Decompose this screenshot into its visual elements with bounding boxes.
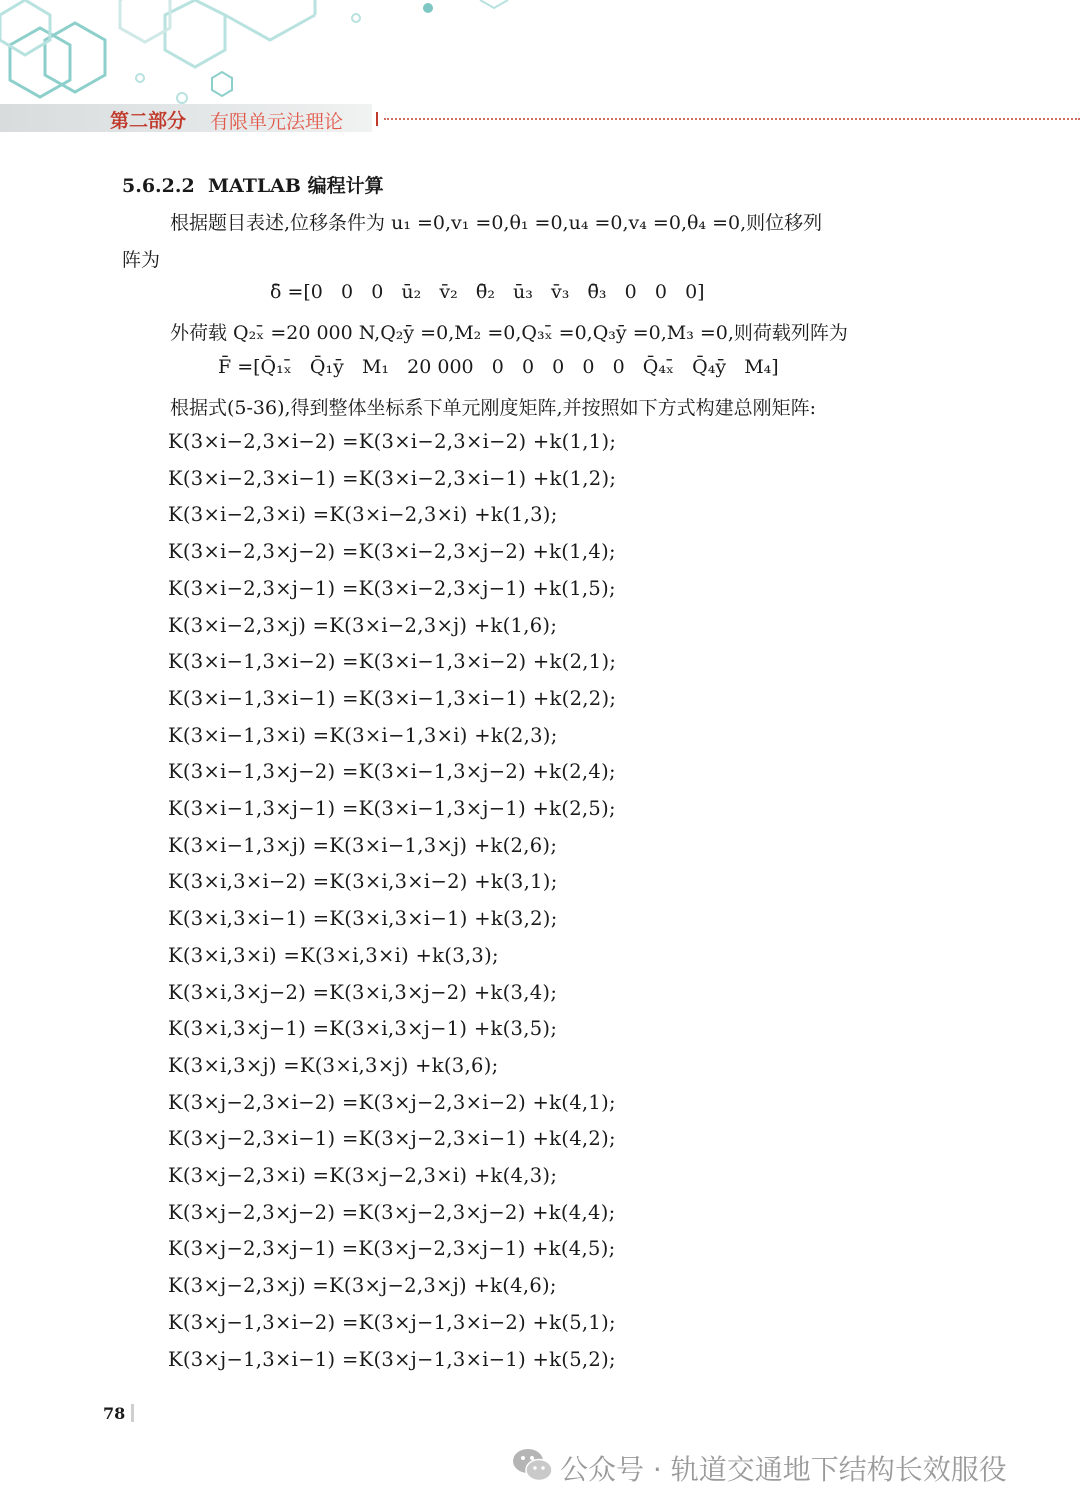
wechat-icon [512, 1446, 554, 1484]
assembly-equation: K(3×i−2,3×j−2) =K(3×i−2,3×j−2) +k(1,4); [168, 540, 616, 564]
paragraph-external-loads: 外荷载 Q₂ₓ̄ =20 000 N,Q₂ȳ =0,M₂ =0,Q₃ₓ̄ =0,Q₃ȳ =0,M₃ =0,则荷载列阵为 [170, 322, 848, 344]
hexagon-decoration [0, 0, 520, 110]
page-number-bar [131, 1404, 134, 1422]
assembly-equation: K(3×i−2,3×i−2) =K(3×i−2,3×i−2) +k(1,1); [168, 430, 617, 453]
assembly-equation: K(3×i−1,3×j−1) =K(3×i−1,3×j−1) +k(2,5); [168, 797, 616, 820]
assembly-equation: K(3×j−2,3×j−1) =K(3×j−2,3×j−1) +k(4,5); [168, 1237, 616, 1261]
part-label: 第二部分 [110, 110, 187, 132]
assembly-equation: K(3×i−2,3×j−1) =K(3×i−2,3×j−1) +k(1,5); [168, 576, 616, 600]
paragraph-displacement-continuation: 阵为 [122, 249, 161, 271]
assembly-equation: K(3×i,3×i) =K(3×i,3×i) +k(3,3); [168, 943, 499, 967]
chapter-label: 有限单元法理论 [210, 111, 344, 133]
watermark-text: 公众号 · 轨道交通地下结构长效服役 [560, 1453, 1007, 1486]
section-heading: 5.6.2.2 MATLAB 编程计算 [122, 175, 384, 197]
assembly-equation: K(3×i−1,3×j−2) =K(3×i−1,3×j−2) +k(2,4); [168, 760, 616, 784]
header-divider [376, 112, 378, 126]
assembly-equation: K(3×j−1,3×i−2) =K(3×j−1,3×i−2) +k(5,1); [168, 1310, 616, 1334]
assembly-equation: K(3×j−1,3×i−1) =K(3×j−1,3×i−1) +k(5,2); [168, 1347, 616, 1371]
assembly-equation: K(3×i−1,3×i) =K(3×i−1,3×i) +k(2,3); [168, 723, 558, 747]
assembly-equation: K(3×j−2,3×j−2) =K(3×j−2,3×j−2) +k(4,4); [168, 1200, 616, 1224]
assembly-equation: K(3×i,3×i−2) =K(3×i,3×i−2) +k(3,1); [168, 870, 558, 894]
assembly-equation: K(3×i,3×i−1) =K(3×i,3×i−1) +k(3,2); [168, 907, 558, 931]
displacement-vector-equation: δ̄ =[0 0 0 ū₂ v̄₂ θ̄₂ ū₃ v̄₃ θ̄₃ 0 0 0] [270, 281, 705, 303]
assembly-equation: K(3×i−1,3×i−1) =K(3×i−1,3×i−1) +k(2,2); [168, 686, 617, 710]
assembly-equation: K(3×j−2,3×j) =K(3×j−2,3×j) +k(4,6); [168, 1274, 557, 1298]
assembly-equation: K(3×j−2,3×i) =K(3×j−2,3×i) +k(4,3); [168, 1164, 558, 1187]
assembly-equation: K(3×i−2,3×j) =K(3×i−2,3×j) +k(1,6); [168, 613, 558, 637]
page-number: 78 [103, 1404, 126, 1423]
paragraph-displacement-conditions: 根据题目表述,位移条件为 u₁ =0,v₁ =0,θ₁ =0,u₄ =0,v₄ =0,θ₄ =0,则位移列 [170, 212, 823, 234]
assembly-equation: K(3×i,3×j−2) =K(3×i,3×j−2) +k(3,4); [168, 980, 558, 1004]
assembly-equation: K(3×i−1,3×i−2) =K(3×i−1,3×i−2) +k(2,1); [168, 650, 617, 674]
assembly-equation: K(3×i−2,3×i−1) =K(3×i−2,3×i−1) +k(1,2); [168, 466, 617, 490]
assembly-equation: K(3×i−1,3×j) =K(3×i−1,3×j) +k(2,6); [168, 833, 558, 857]
assembly-equation: K(3×j−2,3×i−2) =K(3×j−2,3×i−2) +k(4,1); [168, 1090, 616, 1114]
assembly-equation: K(3×j−2,3×i−1) =K(3×j−2,3×i−1) +k(4,2); [168, 1127, 616, 1151]
paragraph-stiffness-assembly: 根据式(5-36),得到整体坐标系下单元刚度矩阵,并按照如下方式构建总刚矩阵: [170, 397, 816, 419]
assembly-equation: K(3×i,3×j−1) =K(3×i,3×j−1) +k(3,5); [168, 1017, 558, 1041]
load-vector-equation: F̄ =[Q̄₁ₓ̄ Q̄₁ȳ M₁ 20 000 0 0 0 0 0 Q̄₄ₓ̄ Q̄₄ȳ M₄] [218, 356, 779, 378]
assembly-equation: K(3×i,3×j) =K(3×i,3×j) +k(3,6); [168, 1053, 499, 1077]
header-dotted-rule [384, 118, 1080, 120]
assembly-equation: K(3×i−2,3×i) =K(3×i−2,3×i) +k(1,3); [168, 503, 558, 527]
